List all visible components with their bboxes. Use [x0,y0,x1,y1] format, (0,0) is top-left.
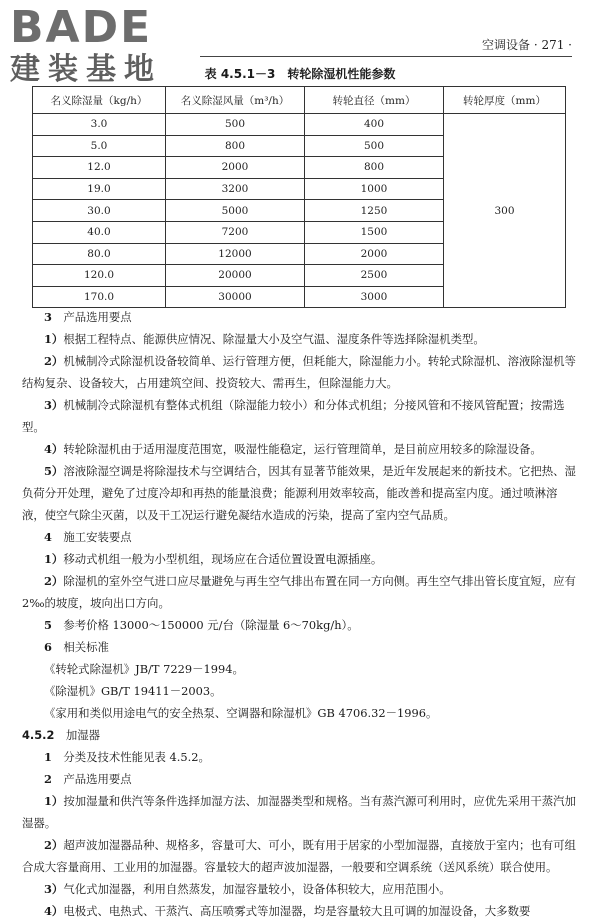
paragraph [22,548,576,570]
body-text [22,306,576,922]
table-cell: 1250 [305,200,444,222]
table-cell: 40.0 [33,221,166,243]
logo-brand: BADE [10,2,153,53]
paragraph [22,658,576,680]
table-cell: 120.0 [33,265,166,287]
paragraph-text: 根据工程特点、能源供应情况、除湿量大小及空气温、湿度条件等选择除湿机类型。 [63,332,485,346]
table-cell: 170.0 [33,286,166,308]
paragraph-text: 超声波加湿器品种、规格多，容量可大、可小，既有用于居家的小型加湿器，直接放于室内；也有可组合成大容量商用、工业用的加湿器。容量较大的超声波加湿器，一般要和空调系统（送风系统）联合使用。 [22,838,576,874]
paragraph [22,460,576,526]
paragraph-text: 《转轮式除湿机》JB/T 7229－1994。 [44,662,244,676]
paragraph-number: 3） [44,882,64,896]
table-cell: 500 [305,135,444,157]
paragraph [22,328,576,350]
table-cell: 2500 [305,265,444,287]
table-row [33,114,566,136]
performance-table [32,86,566,308]
paragraph-number: 4） [44,442,64,456]
paragraph-text: 《家用和类似用途电气的安全热泵、空调器和除湿机》GB 4706.32－1996。 [44,706,438,720]
paragraph-number: 3 [44,310,52,324]
table-cell: 1500 [305,221,444,243]
paragraph-number: 1） [44,332,64,346]
paragraph [22,834,576,878]
paragraph-text: 机械制冷式除湿机设备较简单、运行管理方便，但耗能大，除湿能力小。转轮式除湿机、溶液除湿机等结构复杂、设备较大，占用建筑空间、投资较大、需再生，但除湿能力大。 [22,354,576,390]
table-cell: 7200 [166,221,305,243]
paragraph-number: 5 [44,618,52,632]
col-header: 名义除湿风量（m³/h） [166,87,305,114]
paragraph-number: 4.5.2 [22,728,55,742]
table-cell: 1000 [305,178,444,200]
paragraph [22,350,576,394]
paragraph-text: 机械制冷式除湿机有整体式机组（除湿能力较小）和分体式机组；分接风管和不接风管配置；按需选型。 [22,398,565,434]
paragraph-number: 2 [44,772,52,786]
table-cell: 800 [166,135,305,157]
paragraph-number: 2） [44,354,64,368]
col-header: 转轮厚度（mm） [444,87,566,114]
table-cell: 2000 [166,157,305,179]
logo-subtitle: 建装基地 [10,52,162,87]
paragraph [22,614,576,636]
paragraph-number: 4 [44,530,52,544]
paragraph-text: 参考价格 13000～150000 元/台（除湿量 6～70kg/h）。 [51,618,359,632]
paragraph-text: 分类及技术性能见表 4.5.2。 [51,750,210,764]
paragraph [22,680,576,702]
paragraph-text: 电极式、电热式、干蒸汽、高压喷雾式等加湿器，均是容量较大且可调的加湿设备，大多数要 [63,904,531,918]
table-cell: 2000 [305,243,444,265]
paragraph [22,570,576,614]
running-head: 空调设备 · 271 · [482,38,572,52]
paragraph-number: 6 [44,640,52,654]
table-cell: 3200 [166,178,305,200]
table-cell: 3.0 [33,114,166,136]
paragraph [22,900,576,922]
table-cell: 19.0 [33,178,166,200]
paragraph-text: 气化式加湿器，利用自然蒸发，加湿容量较小，设备体积较大，应用范围小。 [63,882,451,896]
paragraph-text: 相关标准 [51,640,109,654]
paragraph [22,790,576,834]
paragraph [22,878,576,900]
table-cell: 20000 [166,265,305,287]
paragraph-number: 5） [44,464,64,478]
paragraph-text: 产品选用要点 [51,310,132,324]
paragraph-number: 1） [44,552,64,566]
paragraph-text: 转轮除湿机由于适用湿度范围宽，吸湿性能稳定，运行管理简单，是目前应用较多的除湿设备。 [63,442,542,456]
table-cell: 400 [305,114,444,136]
paragraph [22,306,576,328]
table-cell: 5.0 [33,135,166,157]
table-cell-thickness: 300 [444,114,566,308]
col-header: 名义除湿量（kg/h） [33,87,166,114]
table-cell: 30000 [166,286,305,308]
paragraph-text: 溶液除湿空调是将除湿技术与空调结合，因其有显著节能效果，是近年发展起来的新技术。它把热、湿负荷分开处理，避免了过度冷却和再热的能量浪费；能源利用效率较高，能改善和提高室内度。通过喷淋溶液，使空气除尘灭菌，以及干工况运行避免凝结水造成的污染，提高了室内空气品质。 [22,464,576,522]
paragraph-number: 2） [44,574,64,588]
paragraph-number: 3） [44,398,64,412]
table-title: 表 4.5.1－3 转轮除湿机性能参数 [204,67,396,81]
paragraph-number: 1） [44,794,64,808]
paragraph-text: 产品选用要点 [51,772,132,786]
table-cell: 5000 [166,200,305,222]
table-cell: 30.0 [33,200,166,222]
paragraph-number: 1 [44,750,52,764]
col-header: 转轮直径（mm） [305,87,444,114]
paragraph-text: 加湿器 [54,728,101,742]
paragraph-number: 4） [44,904,64,918]
paragraph [22,746,576,768]
paragraph [22,724,576,746]
table-header-row [33,87,566,114]
paragraph [22,394,576,438]
paragraph-text: 《除湿机》GB/T 19411－2003。 [44,684,222,698]
paragraph [22,526,576,548]
paragraph-text: 移动式机组一般为小型机组，现场应在合适位置设置电源插座。 [63,552,383,566]
paragraph-text: 按加湿量和供汽等条件选择加湿方法、加湿器类型和规格。当有蒸汽源可利用时，应优先采用干蒸汽加湿器。 [22,794,576,830]
header-rule [200,56,572,57]
paragraph-text: 除湿机的室外空气进口应尽量避免与再生空气排出布置在同一方向侧。再生空气排出管长度宜短，应有 2‰的坡度，坡向出口方向。 [22,574,576,610]
paragraph [22,702,576,724]
table-cell: 12000 [166,243,305,265]
table-cell: 500 [166,114,305,136]
paragraph [22,438,576,460]
table-cell: 12.0 [33,157,166,179]
paragraph-number: 2） [44,838,64,852]
paragraph [22,768,576,790]
table-cell: 3000 [305,286,444,308]
paragraph [22,636,576,658]
table-cell: 80.0 [33,243,166,265]
paragraph-text: 施工安装要点 [51,530,132,544]
table-cell: 800 [305,157,444,179]
